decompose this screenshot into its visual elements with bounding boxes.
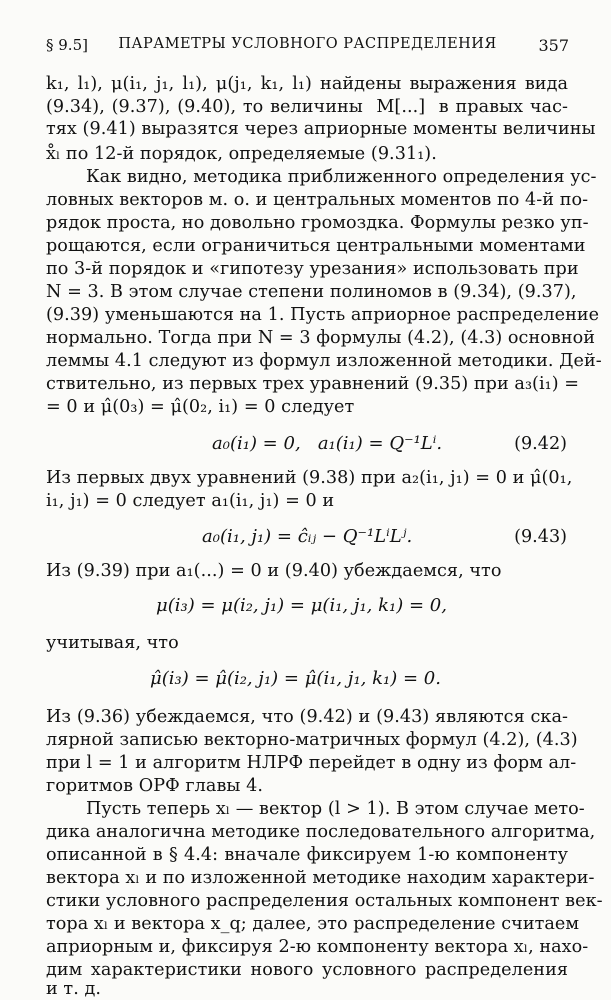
text-line: при l = 1 и алгоритм НЛРФ перейдет в одну из форм ал-: [46, 753, 577, 773]
equation-number: (9.42): [514, 434, 567, 454]
text-line: нормально. Тогда при N = 3 формулы (4.2), (4.3) основной: [46, 328, 596, 348]
text-line: дика аналогична методике последовательного алгоритма,: [46, 822, 596, 842]
chapter-title: ПАРАМЕТРЫ УСЛОВНОГО РАСПРЕДЕЛЕНИЯ: [118, 36, 497, 52]
text-line: N = 3. В этом случае степени полиномов в (9.34), (9.37),: [46, 282, 577, 302]
text-line: леммы 4.1 следуют из формул изложенной методики. Дей-: [46, 351, 602, 371]
page-number: 357: [538, 36, 569, 55]
text-line: учитывая, что: [46, 633, 179, 653]
equation-mu-zero: μ(i₃) = μ(i₂, j₁) = μ(i₁, j₁, k₁) = 0,: [156, 595, 447, 616]
text-line: тора xₗ и вектора x_q; далее, это распределение считаем: [46, 914, 580, 934]
text-line: по 3-й порядок и «гипотезу урезания» использовать при: [46, 259, 579, 279]
equation-9-43: a₀(i₁, j₁) = ĉᵢⱼ − Q⁻¹LⁱLʲ.: [202, 526, 413, 547]
text-line: априорным и, фиксируя 2-ю компоненту вектора xₗ, нахо-: [46, 937, 589, 957]
text-line: Из первых двух уравнений (9.38) при a₂(i₁, j₁) = 0 и μ̂(0₁,: [46, 468, 573, 488]
text-line: = 0 и μ̂(0₃) = μ̂(0₂, i₁) = 0 следует: [46, 397, 355, 417]
text-line: описанной в § 4.4: вначале фиксируем 1-ю компоненту: [46, 845, 568, 865]
text-line: Как видно, методика приближенного определения ус-: [86, 167, 597, 187]
text-line: ловных векторов м. о. и центральных моментов по 4-й по-: [46, 190, 589, 210]
text-line: рядок проста, но довольно громоздка. Формулы резко уп-: [46, 213, 589, 233]
equation-9-42: a₀(i₁) = 0, a₁(i₁) = Q⁻¹Lⁱ.: [212, 433, 443, 454]
text-line: i₁, j₁) = 0 следует a₁(i₁, j₁) = 0 и: [46, 491, 335, 511]
text-line: x̊ₗ по 12-й порядок, определяемые (9.31₁).: [46, 144, 437, 164]
text-line: и т. д.: [46, 979, 102, 999]
running-header: [46, 36, 569, 60]
text-line: Из (9.39) при a₁(...) = 0 и (9.40) убеждаемся, что: [46, 561, 502, 581]
text-line: вектора xₗ и по изложенной методике находим характери-: [46, 868, 595, 888]
text-line: Из (9.36) убеждаемся, что (9.42) и (9.43) являются ска-: [46, 707, 568, 727]
text-line: дим характеристики нового условного распределения: [46, 960, 568, 980]
text-line: стики условного распределения остальных компонент век-: [46, 891, 603, 911]
text-line: Пусть теперь xₗ — вектор (l > 1). В этом случае мето-: [86, 799, 585, 819]
equation-mu-hat-zero: μ̂(i₃) = μ̂(i₂, j₁) = μ̂(i₁, j₁, k₁) = 0.: [150, 668, 441, 689]
text-line: ствительно, из первых трех уравнений (9.35) при a₃(i₁) =: [46, 374, 580, 394]
text-line: горитмов ОРФ главы 4.: [46, 776, 263, 796]
text-line: тях (9.41) выразятся через априорные моменты величины: [46, 119, 596, 139]
text-line: лярной записью векторно-матричных формул (4.2), (4.3): [46, 730, 578, 750]
text-line: (9.34), (9.37), (9.40), то величины M[...] в правых час-: [46, 97, 568, 117]
text-line: (9.39) уменьшаются на 1. Пусть априорное распределение: [46, 305, 600, 325]
section-reference: § 9.5]: [46, 36, 88, 54]
text-line: k₁, l₁), μ(i₁, j₁, l₁), μ(j₁, k₁, l₁) найдены выражения вида: [46, 74, 568, 94]
text-line: рощаются, если ограничиться центральными моментами: [46, 236, 586, 256]
equation-number: (9.43): [514, 527, 567, 547]
